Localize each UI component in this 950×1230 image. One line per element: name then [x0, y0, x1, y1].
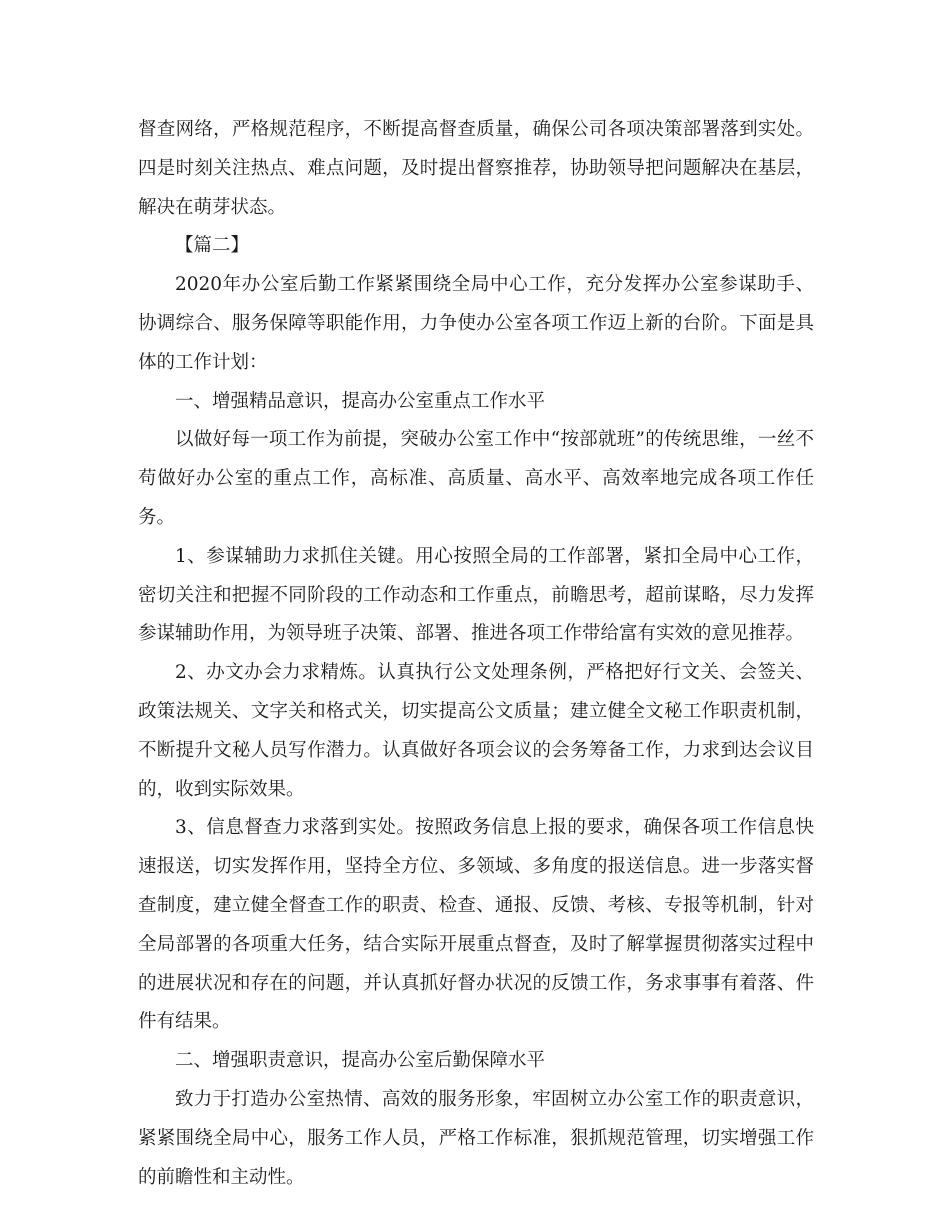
paragraph: 2、办文办会力求精炼。认真执行公文处理条例，严格把好行文关、会签关、政策法规关、文字关和格式关，切实提高公文质量；建立健全文秘工作职责机制，不断提升文秘人员写作潜力。认真做好各项会议的会务筹备工作，力求到达会议目的，收到实际效果。 — [138, 662, 814, 800]
section-heading: 二、增强职责意识，提高办公室后勤保障水平 — [175, 1050, 546, 1072]
paragraph: 1、参谋辅助力求抓住关键。用心按照全局的工作部署，紧扣全局中心工作，密切关注和把握不同阶段的工作动态和工作重点，前瞻思考，超前谋略，尽力发挥参谋辅助作用，为领导班子决策、部署、推进各项工作带给富有实效的意见推荐。 — [138, 545, 814, 645]
paragraph: 3、信息督查力求落到实处。按照政务信息上报的要求，确保各项工作信息快速报送，切实发挥作用，坚持全方位、多领域、多角度的报送信息。进一步落实督查制度，建立健全督查工作的职责、检查、通报、反馈、考核、专报等机制，针对全局部署的各项重大任务，结合实际开展重点督查，及时了解掌握贯彻落实过程中的进展状况和存在的问题，并认真抓好督办状况的反馈工作，务求事事有着落、件件有结果。 — [138, 817, 814, 1033]
section-heading: 一、增强精品意识，提高办公室重点工作水平 — [175, 390, 546, 412]
paragraph: 致力于打造办公室热情、高效的服务形象，牢固树立办公室工作的职责意识，紧紧围绕全局中心，服务工作人员，严格工作标准，狠抓规范管理，切实增强工作的前瞻性和主动性。 — [138, 1088, 814, 1188]
section-heading: 【篇二】 — [175, 235, 250, 257]
paragraph: 以做好每一项工作为前提，突破办公室工作中“按部就班”的传统思维，一丝不苟做好办公室的重点工作，高标准、高质量、高水平、高效率地完成各项工作任务。 — [138, 429, 814, 528]
document-body — [138, 111, 814, 1197]
paragraph: 督查网络，严格规范程序，不断提高督查质量，确保公司各项决策部署落到实处。四是时刻关注热点、难点问题，及时提出督察推荐，协助领导把问题解决在基层，解决在萌芽状态。 — [138, 119, 814, 218]
paragraph: 2020年办公室后勤工作紧紧围绕全局中心工作，充分发挥办公室参谋助手、协调综合、服务保障等职能作用，力争使办公室各项工作迈上新的台阶。下面是具体的工作计划： — [138, 274, 814, 373]
